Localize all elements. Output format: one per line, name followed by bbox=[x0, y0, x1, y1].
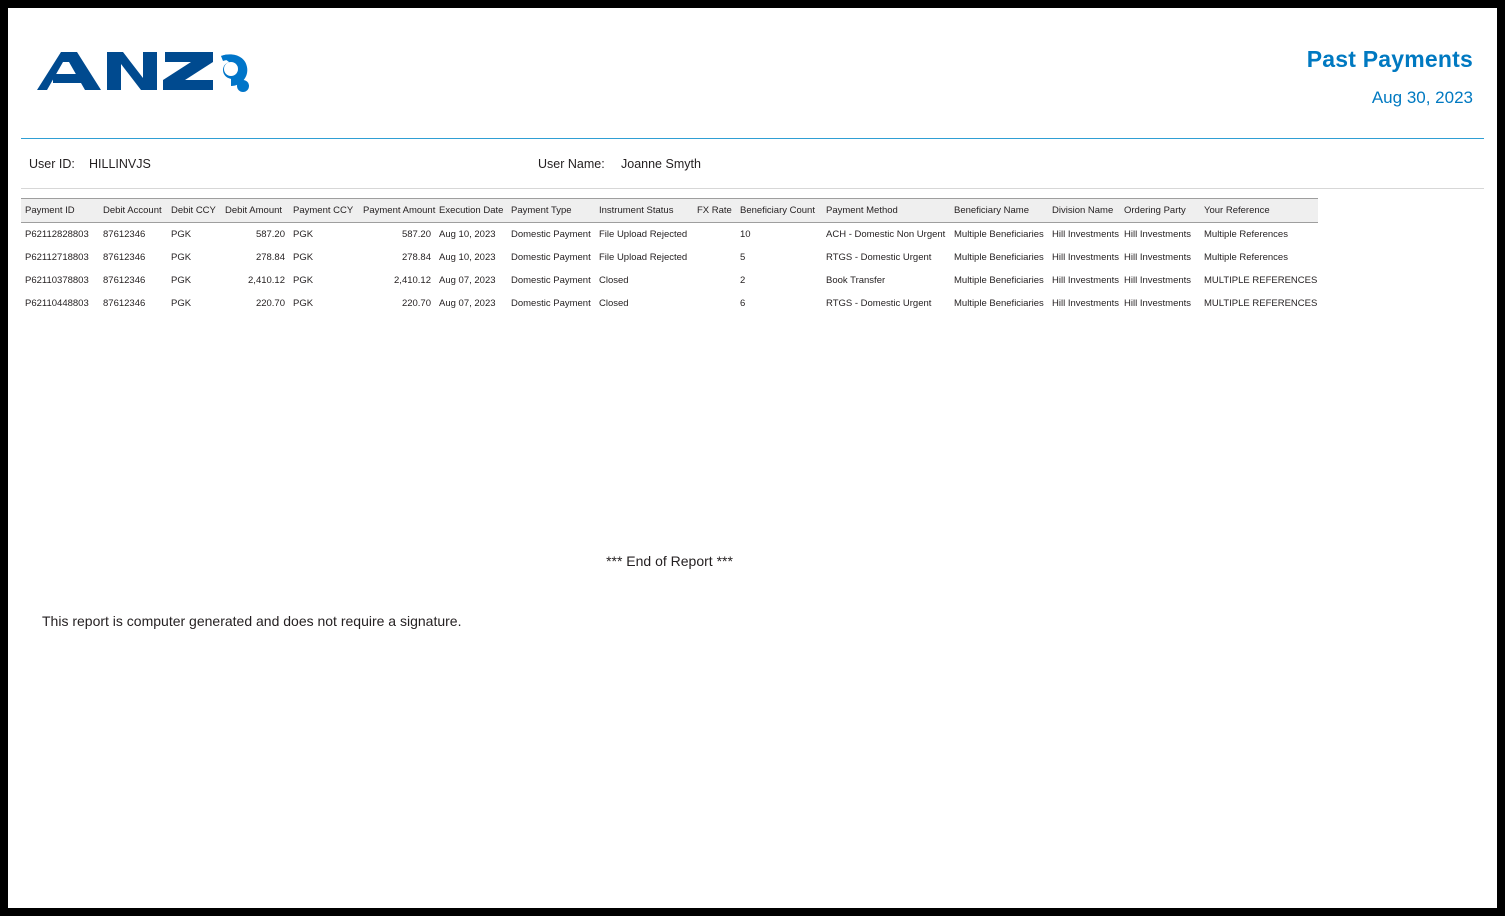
cell-execution-date: Aug 10, 2023 bbox=[439, 229, 496, 240]
cell-ordering-party: Hill Investments bbox=[1124, 275, 1192, 286]
cell-instrument-status: Closed bbox=[599, 298, 629, 309]
col-your-reference: Your Reference bbox=[1200, 199, 1318, 223]
col-instrument-status: Instrument Status bbox=[595, 199, 693, 223]
col-debit-account: Debit Account bbox=[99, 199, 167, 223]
cell-fx-rate bbox=[693, 292, 736, 315]
cell-instrument-status: File Upload Rejected bbox=[599, 252, 688, 263]
col-ordering-party: Ordering Party bbox=[1120, 199, 1200, 223]
table-body bbox=[21, 223, 1318, 316]
cell-payment-ccy: PGK bbox=[293, 298, 314, 309]
cell-payment-amount: 220.70 bbox=[401, 298, 431, 309]
cell-payment-amount: 587.20 bbox=[401, 229, 431, 240]
cell-payment-amount: 2,410.12 bbox=[394, 275, 431, 286]
cell-debit-amount: 278.84 bbox=[255, 252, 285, 263]
anz-logo bbox=[35, 46, 265, 104]
cell-beneficiary-count: 2 bbox=[740, 275, 746, 286]
cell-payment-method: ACH - Domestic Non Urgent bbox=[826, 229, 946, 240]
cell-debit-ccy: PGK bbox=[171, 252, 192, 263]
cell-ordering-party: Hill Investments bbox=[1124, 229, 1192, 240]
report-page bbox=[8, 8, 1497, 908]
cell-ordering-party: Hill Investments bbox=[1124, 298, 1192, 309]
cell-payment-id: P62110448803 bbox=[25, 298, 89, 309]
cell-execution-date: Aug 10, 2023 bbox=[439, 252, 496, 263]
col-beneficiary-name: Beneficiary Name bbox=[950, 199, 1048, 223]
col-payment-id: Payment ID bbox=[21, 199, 99, 223]
table-header bbox=[21, 199, 1318, 223]
cell-debit-account: 87612346 bbox=[103, 298, 146, 309]
cell-payment-amount: 278.84 bbox=[401, 252, 431, 263]
col-debit-ccy: Debit CCY bbox=[167, 199, 221, 223]
end-of-report-text: *** End of Report *** bbox=[606, 553, 733, 569]
col-execution-date: Execution Date bbox=[435, 199, 507, 223]
col-payment-ccy: Payment CCY bbox=[289, 199, 359, 223]
cell-your-reference: MULTIPLE REFERENCES bbox=[1204, 298, 1318, 309]
payments-table bbox=[21, 198, 1318, 315]
cell-debit-ccy: PGK bbox=[171, 298, 192, 309]
cell-debit-account: 87612346 bbox=[103, 229, 146, 240]
col-debit-amount: Debit Amount bbox=[221, 199, 289, 223]
cell-beneficiary-name: Multiple Beneficiaries bbox=[954, 252, 1044, 263]
table-row bbox=[21, 292, 1318, 315]
cell-beneficiary-name: Multiple Beneficiaries bbox=[954, 275, 1044, 286]
user-name-value: Joanne Smyth bbox=[621, 157, 701, 171]
cell-fx-rate bbox=[693, 246, 736, 269]
user-info-divider bbox=[21, 188, 1484, 189]
header-divider bbox=[21, 138, 1484, 139]
cell-your-reference: Multiple References bbox=[1204, 252, 1288, 263]
cell-your-reference: MULTIPLE REFERENCES bbox=[1204, 275, 1318, 286]
cell-division-name: Hill Investments bbox=[1052, 229, 1120, 240]
cell-payment-method: RTGS - Domestic Urgent bbox=[826, 298, 932, 309]
cell-payment-id: P62112828803 bbox=[25, 229, 89, 240]
cell-instrument-status: Closed bbox=[599, 275, 629, 286]
cell-debit-account: 87612346 bbox=[103, 252, 146, 263]
cell-beneficiary-name: Multiple Beneficiaries bbox=[954, 298, 1044, 309]
col-payment-method: Payment Method bbox=[822, 199, 950, 223]
cell-your-reference: Multiple References bbox=[1204, 229, 1288, 240]
user-info-bar bbox=[21, 150, 1484, 182]
col-division-name: Division Name bbox=[1048, 199, 1120, 223]
payments-table-container bbox=[21, 198, 1318, 629]
cell-debit-ccy: PGK bbox=[171, 275, 192, 286]
cell-payment-ccy: PGK bbox=[293, 275, 314, 286]
cell-division-name: Hill Investments bbox=[1052, 298, 1120, 309]
cell-payment-method: RTGS - Domestic Urgent bbox=[826, 252, 932, 263]
cell-debit-amount: 2,410.12 bbox=[248, 275, 285, 286]
cell-fx-rate bbox=[693, 223, 736, 247]
cell-payment-ccy: PGK bbox=[293, 252, 314, 263]
cell-fx-rate bbox=[693, 269, 736, 292]
table-row bbox=[21, 223, 1318, 247]
user-name-label: User Name: bbox=[538, 157, 605, 171]
cell-beneficiary-name: Multiple Beneficiaries bbox=[954, 229, 1044, 240]
cell-ordering-party: Hill Investments bbox=[1124, 252, 1192, 263]
page-title: Past Payments bbox=[1306, 46, 1473, 72]
cell-beneficiary-count: 10 bbox=[740, 229, 751, 240]
cell-payment-ccy: PGK bbox=[293, 229, 314, 240]
cell-beneficiary-count: 5 bbox=[740, 252, 746, 263]
col-beneficiary-count: Beneficiary Count bbox=[736, 199, 822, 223]
cell-debit-account: 87612346 bbox=[103, 275, 146, 286]
col-fx-rate: FX Rate bbox=[693, 199, 736, 223]
cell-payment-method: Book Transfer bbox=[826, 275, 886, 286]
cell-payment-id: P62112718803 bbox=[25, 252, 89, 263]
cell-debit-ccy: PGK bbox=[171, 229, 192, 240]
cell-division-name: Hill Investments bbox=[1052, 275, 1120, 286]
cell-execution-date: Aug 07, 2023 bbox=[439, 275, 496, 286]
report-header bbox=[8, 8, 1497, 136]
cell-debit-amount: 587.20 bbox=[255, 229, 285, 240]
table-row bbox=[21, 269, 1318, 292]
cell-execution-date: Aug 07, 2023 bbox=[439, 298, 496, 309]
user-id-value: HILLINVJS bbox=[89, 157, 151, 171]
table-header-row bbox=[21, 199, 1318, 223]
cell-debit-amount: 220.70 bbox=[255, 298, 285, 309]
report-date: Aug 30, 2023 bbox=[1371, 88, 1473, 107]
user-id-label: User ID: bbox=[29, 157, 75, 171]
table-row bbox=[21, 246, 1318, 269]
cell-instrument-status: File Upload Rejected bbox=[599, 229, 688, 240]
cell-payment-type: Domestic Payment bbox=[511, 275, 591, 286]
cell-payment-type: Domestic Payment bbox=[511, 298, 591, 309]
cell-beneficiary-count: 6 bbox=[740, 298, 746, 309]
col-payment-amount: Payment Amount bbox=[359, 199, 435, 223]
cell-payment-id: P62110378803 bbox=[25, 275, 89, 286]
footer-note: This report is computer generated and does not require a signature. bbox=[42, 613, 462, 629]
cell-payment-type: Domestic Payment bbox=[511, 229, 591, 240]
col-payment-type: Payment Type bbox=[507, 199, 595, 223]
cell-payment-type: Domestic Payment bbox=[511, 252, 591, 263]
cell-division-name: Hill Investments bbox=[1052, 252, 1120, 263]
